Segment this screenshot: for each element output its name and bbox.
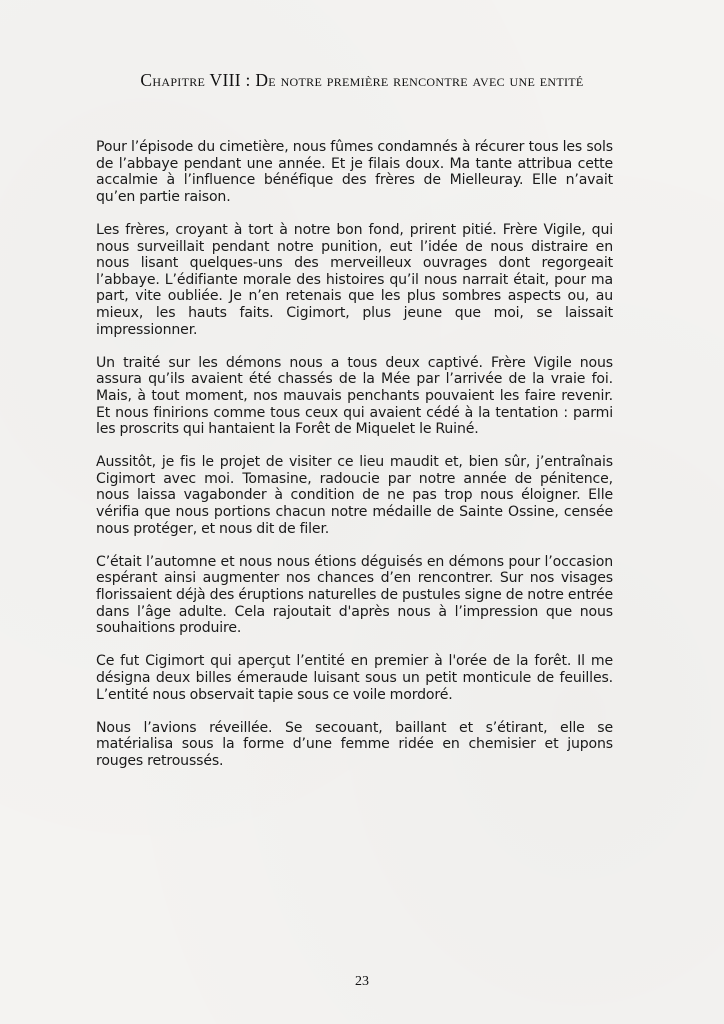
paragraph: Pour l’épisode du cimetière, nous fûmes condamnés à récurer tous les sols de l’abbaye pendant une année. Et je filais doux. Ma tante attribua cette accalmie à l’influence bénéfique des frères de Mielleuray. Elle n’avait qu’en partie raison. xyxy=(96,139,613,205)
paragraph: Un traité sur les démons nous a tous deux captivé. Frère Vigile nous assura qu’ils avaient été chassés de la Mée par l’arrivée de la vraie foi. Mais, à tout moment, nos mauvais penchants pouvaient les faire revenir. Et nous finirions comme tous ceux qui avaient cédé à la tentation : parmi les proscrits qui hantaient la Forêt de Miquelet le Ruiné. xyxy=(96,354,613,438)
paragraph: Aussitôt, je fis le projet de visiter ce lieu maudit et, bien sûr, j’entraînais Cigimort avec moi. Tomasine, radoucie par notre année de pénitence, nous laissa vagabonder à condition de ne pas trop nous éloigner. Elle vérifia que nous portions chacun notre médaille de Sainte Ossine, censée nous protéger, et nous dit de filer. xyxy=(96,454,613,537)
paragraph: Nous l’avions réveillée. Se secouant, baillant et s’étirant, elle se matérialisa sous la forme d’une femme ridée en chemisier et jupons rouges retroussés. xyxy=(96,719,613,769)
paragraph: Ce fut Cigimort qui aperçut l’entité en premier à l'orée de la forêt. Il me désigna deux billes émeraude luisant sous un petit monticule de feuilles. L’entité nous observait tapie sous ce voile mordoré. xyxy=(96,653,613,703)
chapter-body xyxy=(96,139,613,786)
chapter-title: Chapitre VIII : De notre première rencontre avec une entité xyxy=(140,70,584,90)
paragraph: C’était l’automne et nous nous étions déguisés en démons pour l’occasion espérant ainsi augmenter nos chances d’en rencontrer. Sur nos visages florissaient déjà des éruptions naturelles de pustules signe de notre entrée dans l’âge adulte. Cela rajoutait d'après nous à l’impression que nous souhaitions produire. xyxy=(96,553,613,637)
paragraph: Les frères, croyant à tort à notre bon fond, prirent pitié. Frère Vigile, qui nous surveillait pendant notre punition, eut l’idée de nous distraire en nous lisant quelques-uns des merveilleux ouvrages dont regorgeait l’abbaye. L’édifiante morale des histoires qu’il nous narrait était, pour ma part, vite oubliée. Je n’en retenais que les plus sombres aspects ou, au mieux, les hauts faits. Cigimort, plus jeune que moi, se laissait impressionner. xyxy=(96,221,613,338)
page-number: 23 xyxy=(355,974,369,989)
